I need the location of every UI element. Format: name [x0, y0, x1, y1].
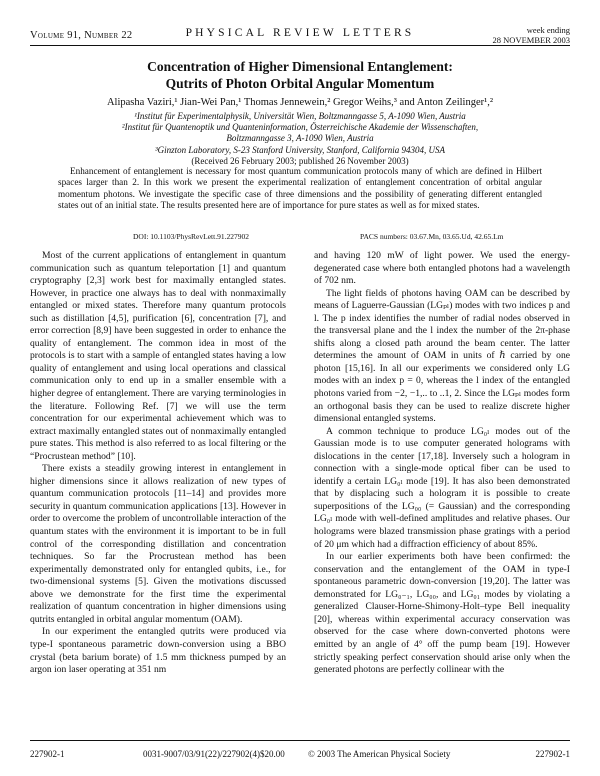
week-ending-label: week ending [526, 25, 570, 35]
body-paragraph: In our earlier experiments both have been confirmed: the conservation and the entanglement of the OAM in type-I spontaneous parametric down-conversion [19,20]. The latter was demonstrated for LG₀₋₁, LG₀₀, and LG₀₁ modes by violating a generalized Clauser-Horne-Shimony-Holt–type Bell inequality [20], whereas within experimental accuracy conservation was observed for the case where down-converted photons were emitted by an angle of 4° off the pump beam [19]. However strictly speaking perfect conservation should arise only when the generated photons are perfectly collinear with the [314, 551, 570, 676]
left-column [30, 250, 286, 677]
article-title [0, 58, 600, 92]
date-text: 28 NOVEMBER 2003 [492, 35, 570, 45]
abstract: Enhancement of entanglement is necessary for most quantum communication protocols many of which are defined in Hilbert spaces larger than 2. In this work we present the experimental realization of entanglement concentration of orbital angular momentum photons. We investigate the specific case of three dimensions and the possibility of generating different entangled states out of an initial state. The results presented here are of importance for pure states as well as for mixed states. [58, 166, 542, 210]
journal-name: PHYSICAL REVIEW LETTERS [185, 27, 415, 39]
affiliations [40, 111, 560, 167]
body-paragraph: Most of the current applications of entanglement in quantum communication such as quantum teleportation [1] and quantum cryptography [2,3] work best for maximally entangled states. However, in practice one always has to deal with nonmaximally entangled or mixed states. Therefore many quantum protocols such as distillation [4,5], purification [6], concentration [7], and error correction [8,9] have been suggested in order to enhance the quality of entanglement. The common idea in most of the protocols is to start with a sample of entangled states having a low quality of entanglement and using local operations and classical communication only to end up in a smaller ensemble with a higher degree of entanglement. There are varying terminologies in the literature. Following Ref. [7] we will use the term concentration for our experimental achievement which was to extract maximally entangled states out of nonmaximally entangled pure states. This method is also referred to as local filtering or the “Procrustean method” [10]. [30, 250, 286, 462]
author-list: Alipasha Vaziri,¹ Jian-Wei Pan,¹ Thomas Jennewein,² Gregor Weihs,³ and Anton Zeilinger¹,² [106, 97, 494, 108]
title-line-1: Concentration of Higher Dimensional Entanglement: [147, 59, 453, 74]
doi: DOI: 10.1103/PhysRevLett.91.227902 [133, 232, 249, 241]
body-paragraph: There exists a steadily growing interest in entanglement in higher dimensions since it allows realization of new types of quantum communication protocols [11–14] and provides more security in quantum communication applications [13]. However in order to overcome the problem of uncontrollable interaction of the quantum states with the environment it is important to be in full control of the corresponding distillation and concentration techniques. So far the Procrustean method has been experimentally demonstrated only for entangled qubits, i.e., for two-dimensional systems [5]. Given the motivations discussed above we demonstrate for the first time the experimental realization of quantum concentration in higher dimensions using qutrits entangled in orbital angular momentum (OAM). [30, 463, 286, 625]
affiliation-3: ³Ginzton Laboratory, S-23 Stanford University, Stanford, California 94304, USA [154, 144, 446, 155]
body-paragraph: The light fields of photons having OAM can be described by means of Laguerre-Gaussian (LGₚₗ) modes with two indices p and l. The p index identifies the number of radial nodes observed in the transversal plane and the l index the number of the 2π-phase shifts along a closed path around the beam center. The latter determines the amount of OAM in units of ℏ carried by one photon [15,16]. In all our experiments we considered only LG modes with an index p = 0, whereas the l index of the entangled photons varied from −2, −1,.. to ..1, 2. Since the LGₚₗ modes form an orthogonal basis they can be used to realize discrete higher dimensional entangled systems. [314, 287, 570, 425]
body-paragraph: In our experiment the entangled qutrits were produced via type-I spontaneous parametric down-conversion using a BBO crystal (beta barium borate) of 1.5 mm thickness pumped by an argon ion laser operating at 351 nm [30, 626, 286, 676]
volume-number: Volume 91, Number 22 [30, 30, 133, 41]
right-column [314, 250, 570, 677]
body-paragraph-continued: and having 120 mW of light power. We used the energy-degenerated case where both entangled photons had a wavelength of 702 nm. [314, 250, 570, 287]
affiliation-2-cont: Boltzmanngasse 3, A-1090 Wien, Austria [226, 133, 374, 144]
received-date: (Received 26 February 2003; published 26 November 2003) [191, 155, 409, 166]
body-paragraph: A common technique to produce LG₀ₗ modes out of the Gaussian mode is to use computer generated holograms with dislocations in the center [17,18]. Inversely such a hologram in connection with a single-mode optical fiber can be used to identify a certain LG₀ₗ mode [19]. It has also been demonstrated that by displacing such a hologram it is possible to create superpositions of the LG₀₀ (= Gaussian) and the corresponding LG₀ₗ mode with well-defined amplitudes and relative phases. Our holograms were blazed transmission phase gratings with a period of 20 μm which had a diffraction efficiency of about 85%. [314, 425, 570, 550]
affiliation-1: ¹Institut für Experimentalphysik, Universität Wien, Boltzmanngasse 5, A-1090 Wien, Austria [134, 111, 466, 121]
title-line-2: Qutrits of Photon Orbital Angular Momentum [165, 76, 435, 91]
copyright: © 2003 The American Physical Society [308, 749, 451, 759]
affiliation-2: ²Institut für Quantenoptik und Quanteninformation, Österreichische Akademie der Wissenschaften, [121, 122, 479, 133]
article-code: 0031-9007/03/91(22)/227902(4)$20.00 [143, 749, 285, 759]
page-number-right: 227902-1 [535, 749, 570, 759]
issue-date [493, 25, 570, 45]
footer-rule [30, 740, 570, 741]
page-number-left: 227902-1 [30, 749, 65, 759]
pacs-numbers: PACS numbers: 03.67.Mn, 03.65.Ud, 42.65.Lm [360, 232, 504, 241]
header-rule [30, 45, 570, 46]
